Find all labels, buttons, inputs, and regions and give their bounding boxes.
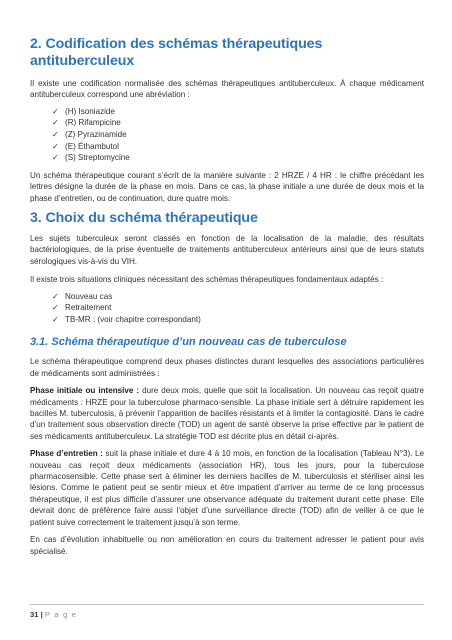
clinical-situations-list	[30, 291, 424, 326]
check-icon: ✓	[52, 314, 59, 324]
list-item: ✓ (Z) Pyrazinamide	[52, 130, 127, 139]
section-3-1-final-paragraph: En cas d’évolution inhabituelle ou non amélioration en cours du traitement adresser le patient pour avis spécialisé.	[30, 535, 424, 556]
list-item: ✓ TB-MR : (voir chapitre correspondant)	[52, 314, 201, 324]
check-icon: ✓	[52, 141, 59, 151]
section-3-1-heading: 3.1. Schéma thérapeutique d’un nouveau cas de tuberculose	[30, 336, 347, 349]
phase-initiale-label: Phase initiale ou intensive :	[30, 386, 140, 396]
section-2-heading: 2. Codification des schémas thérapeutiques antituberculeux	[30, 36, 323, 69]
check-icon: ✓	[52, 130, 59, 139]
list-item: ✓ (S) Streptomycine	[52, 153, 130, 163]
page-number: 31	[30, 610, 39, 619]
section-3-paragraph-1: Les sujets tuberculeux seront classés en fonction de la localisation de la maladie, des résultats bactériologiques, de la prise éventuelle de traitements antituberculeux antérieurs ainsi que de leurs statuts sérologiques vis-à-vis du VIH.	[30, 234, 424, 266]
page-footer	[30, 604, 424, 619]
footer-separator: |	[40, 610, 43, 619]
phase-initiale-text: dure deux mois, quelle que soit la localisation. Un nouveau cas reçoit quatre médicaments : HRZE pour la tuberculose pharmaco-sensible. La phase initiale sert à détruire rapidement les bacilles M. tuberculosis, à prévenir l’apparition de bacilles résistants et à limiter la contagiosité. Dans le cadre d’un traitement sous observation directe (TOD) un agent de santé observe la prise effective par le patient de ses médicaments antituberculeux. La stratégie TOD est décrite plus en détail ci-après.	[30, 386, 424, 441]
check-icon: ✓	[52, 153, 59, 163]
list-item: ✓ Retraitement	[52, 303, 112, 313]
check-icon: ✓	[52, 291, 59, 301]
list-item: ✓ (R) Rifampicine	[52, 118, 121, 128]
page-word: P a g e	[44, 610, 78, 619]
check-icon: ✓	[52, 106, 59, 116]
phase-initiale-paragraph	[30, 385, 424, 442]
check-icon: ✓	[52, 303, 59, 313]
section-3-paragraph-2: Il existe trois situations cliniques nécessitant des schémas thérapeutiques fondamentaux adaptés :	[30, 275, 384, 285]
section-3-1-paragraph-1: Le schéma thérapeutique comprend deux phases distinctes durant lesquelles des associations particulières de médicaments sont administrées :	[30, 357, 424, 378]
phase-entretien-label: Phase d’entretien :	[30, 449, 103, 459]
check-icon: ✓	[52, 118, 59, 128]
page-content	[30, 0, 424, 557]
list-item: ✓ (E) Éthambutol	[52, 141, 119, 151]
section-3-heading: 3. Choix du schéma thérapeutique	[30, 210, 258, 226]
footer-rule	[30, 604, 424, 605]
section-2-explanation: Un schéma thérapeutique courant s’écrit de la manière suivante : 2 HRZE / 4 HR : le chiffre précédant les lettres désigne la durée de la phase en mois. Dans ce cas, la phase initiale a une durée de deux mois et la phase d’entretien, ou de continuation, dure quatre mois.	[30, 170, 424, 203]
list-item: ✓ Nouveau cas	[52, 291, 113, 301]
list-item: ✓ (H) Isoniazide	[52, 106, 115, 116]
drug-abbreviation-list	[30, 106, 424, 164]
phase-entretien-text: suit la phase initiale et dure 4 à 10 mois, en fonction de la localisation (Tableau N°3). Le nouveau cas reçoit deux médicaments (association HR), tous les jours, pour la tuberculose pharmacosensible. Cette phase sert à éliminer les derniers bacilles de M. tuberculosis et stériliser ainsi les lésions. Comme le patient peut se sentir mieux et être impatient d’arriver au terme de ce long processus thérapeutique, il est plus difficile d’assurer une observance adéquate du traitement durant cette phase. Elle devrait donc de préférence faire aussi l’objet d’une surveillance directe (TOD) afin de veiller à ce que le patient suive correctement le traitement jusqu’à son terme.	[30, 449, 424, 527]
phase-entretien-paragraph	[30, 448, 424, 528]
section-2-intro: Il existe une codification normalisée des schémas thérapeutiques antituberculeux. À chaque médicament antituberculeux correspond une abréviation :	[30, 79, 424, 100]
